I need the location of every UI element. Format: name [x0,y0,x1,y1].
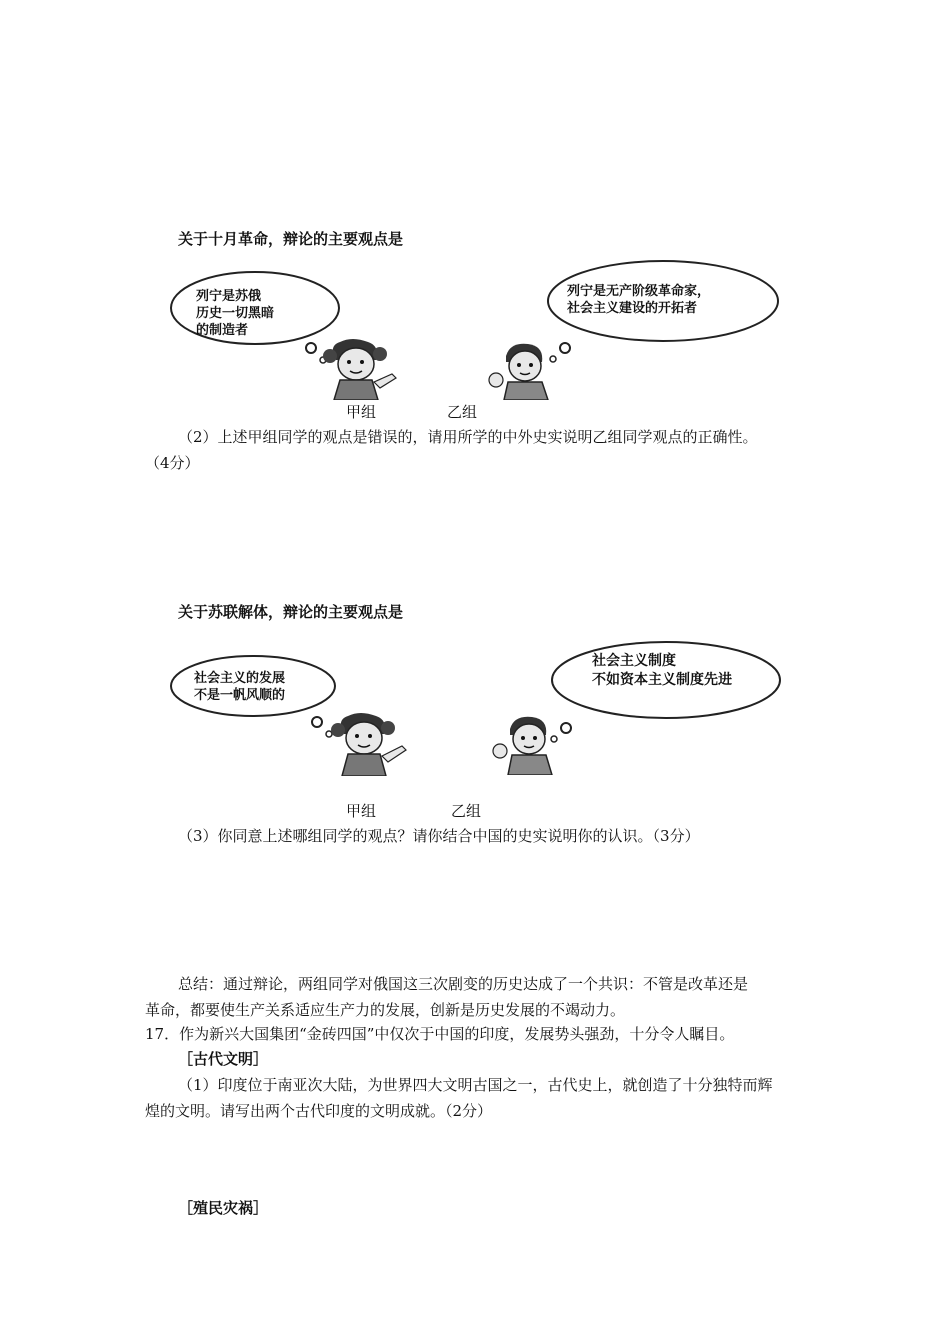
bubble-line: 社会主义建设的开拓者 [567,301,698,316]
question-2-line1: （2）上述甲组同学的观点是错误的，请用所学的中外史实说明乙组同学观点的正确性。 [178,428,758,446]
bubble-line: 不如资本主义制度先进 [592,672,732,688]
subsection-ancient-civilization: ［古代文明］ [178,1050,269,1068]
girl-illustration [330,712,412,776]
bubble-right-2-text [592,652,732,690]
bubble-left-1-text [196,288,274,339]
section2-heading: 关于苏联解体，辩论的主要观点是 [178,603,404,621]
bubble-left-2-text [194,670,285,704]
subsection-colonial-disaster: ［殖民灾祸］ [178,1199,269,1217]
bubble-right-1-text [567,283,710,317]
section1-heading: 关于十月革命，辩论的主要观点是 [178,230,404,248]
summary-line1: 总结：通过辩论，两组同学对俄国这三次剧变的历史达成了一个共识：不管是改革还是 [178,975,749,993]
question-2-line2: （4分） [145,454,200,472]
label-group-b: 乙组 [447,403,478,421]
label-group-a: 甲组 [346,802,377,820]
question-17-1-line1: （1）印度位于南亚次大陆，为世界四大文明古国之一，古代史上，就创造了十分独特而辉 [178,1076,773,1094]
bubble-line: 社会主义制度 [592,653,676,669]
bubble-line: 列宁是无产阶级革命家， [567,284,711,299]
label-group-b: 乙组 [451,802,482,820]
summary-line2: 革命，都要使生产关系适应生产力的发展，创新是历史发展的不竭动力。 [145,1001,626,1019]
boy-illustration [490,715,560,775]
label-group-a: 甲组 [346,403,377,421]
bubble-line: 列宁是苏俄 [196,289,262,304]
bubble-line: 社会主义的发展 [194,671,286,686]
bubble-line: 不是一帆风顺的 [194,688,286,703]
girl-illustration [322,338,402,400]
bubble-line: 的制造者 [196,323,249,338]
question-17-1-line2: 煌的文明。请写出两个古代印度的文明成就。（2分） [145,1102,493,1120]
question-17-intro: 17．作为新兴大国集团“金砖四国”中仅次于中国的印度，发展势头强劲，十分令人瞩目。 [145,1025,735,1043]
boy-illustration [486,342,556,400]
bubble-line: 历史一切黑暗 [196,306,275,321]
question-3: （3）你同意上述哪组同学的观点？请你结合中国的史实说明你的认识。（3分） [178,827,700,845]
